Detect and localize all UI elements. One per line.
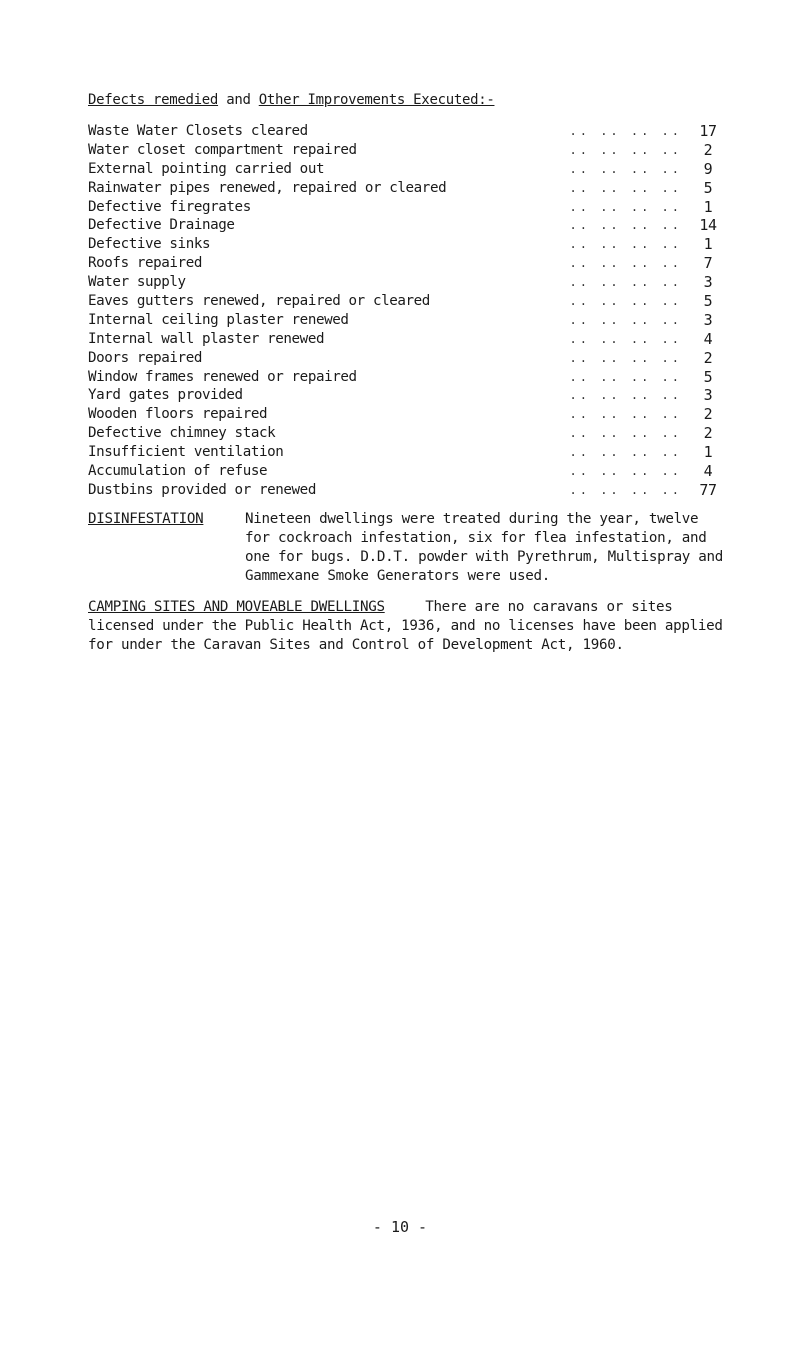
defect-row xyxy=(88,198,728,217)
defect-row xyxy=(88,179,728,198)
leader-dots: .. .. .. .. xyxy=(569,199,682,214)
camping-text: There are no caravans or sites licensed under the Public Health Act, 1936, and no licenses have been applied for under the Caravan Sites and Control of Development Act, 1960. xyxy=(88,599,723,653)
defect-label: Window frames renewed or repaired xyxy=(88,368,357,385)
defect-label: Defective chimney stack xyxy=(88,425,276,442)
defect-count: 5 xyxy=(703,178,713,197)
defect-label: Defective sinks xyxy=(88,236,211,253)
leader-dots: .. .. .. .. xyxy=(569,331,682,346)
leader-dots: .. .. .. .. xyxy=(569,256,682,271)
heading-part-3: Other Improvements Executed:- xyxy=(258,92,495,108)
defects-list xyxy=(88,122,728,500)
leader-dots: .. .. .. .. xyxy=(569,161,682,176)
defect-count: 5 xyxy=(703,367,713,386)
defect-row xyxy=(88,405,728,424)
defect-row xyxy=(88,292,728,311)
defect-row xyxy=(88,311,728,330)
section-heading xyxy=(88,92,494,108)
leader-dots: .. .. .. .. xyxy=(569,142,682,157)
defect-count: 17 xyxy=(699,122,717,140)
defect-label: Yard gates provided xyxy=(88,387,243,404)
defect-label: Water closet compartment repaired xyxy=(88,141,357,158)
leader-dots: .. .. .. .. xyxy=(569,350,682,365)
defect-label: Dustbins provided or renewed xyxy=(88,481,316,498)
leader-dots: .. .. .. .. xyxy=(569,407,682,422)
leader-dots: .. .. .. .. xyxy=(569,445,682,460)
defect-row xyxy=(88,462,728,481)
defect-label: Doors repaired xyxy=(88,349,202,366)
defect-count: 5 xyxy=(703,292,713,311)
defect-count: 77 xyxy=(699,480,717,499)
defect-row xyxy=(88,481,728,500)
leader-dots: .. .. .. .. xyxy=(569,369,682,384)
defect-row xyxy=(88,273,728,292)
defect-row xyxy=(88,330,728,349)
camping-section xyxy=(88,598,728,655)
leader-dots: .. .. .. .. xyxy=(569,426,682,441)
disinfestation-text: Nineteen dwellings were treated during the year, twelve for cockroach infestation, six for flea infestation, and one for bugs. D.D.T. powder with Pyrethrum, Multispray and Gammexane Smoke Generators were used. xyxy=(245,511,724,584)
defect-row xyxy=(88,368,728,387)
defect-row xyxy=(88,254,728,273)
defect-label: Defective Drainage xyxy=(88,217,235,234)
defect-label: Internal wall plaster renewed xyxy=(88,330,325,347)
heading-part-2: and xyxy=(226,92,251,108)
defect-row xyxy=(88,216,728,235)
leader-dots: .. .. .. .. xyxy=(569,218,682,233)
leader-dots: .. .. .. .. xyxy=(569,294,682,309)
defect-count: 1 xyxy=(703,235,713,254)
defect-count: 14 xyxy=(699,216,717,235)
camping-title: CAMPING SITES AND MOVEABLE DWELLINGS xyxy=(88,599,385,615)
defect-row xyxy=(88,160,728,179)
defect-label: Rainwater pipes renewed, repaired or cleared xyxy=(88,179,447,196)
disinfestation-title-block xyxy=(88,510,208,529)
leader-dots: .. .. .. .. xyxy=(569,464,682,479)
defect-label: External pointing carried out xyxy=(88,160,325,177)
leader-dots: .. .. .. .. xyxy=(569,124,682,138)
defect-count: 4 xyxy=(703,329,713,348)
defect-count: 7 xyxy=(703,254,713,273)
defect-count: 9 xyxy=(703,159,713,178)
leader-dots: .. .. .. .. xyxy=(569,312,682,327)
leader-dots: .. .. .. .. xyxy=(569,180,682,195)
defect-label: Water supply xyxy=(88,274,186,291)
defect-label: Insufficient ventilation xyxy=(88,444,284,461)
defect-row xyxy=(88,141,728,160)
defect-count: 2 xyxy=(703,348,713,367)
defect-count: 2 xyxy=(703,405,713,424)
defect-label: Accumulation of refuse xyxy=(88,463,268,480)
heading-part-1: Defects remedied xyxy=(88,92,219,108)
defect-count: 3 xyxy=(703,273,713,292)
leader-dots: .. .. .. .. xyxy=(569,275,682,290)
defect-label: Defective firegrates xyxy=(88,198,251,215)
defect-count: 3 xyxy=(703,386,713,405)
leader-dots: .. .. .. .. xyxy=(569,482,682,497)
defect-row xyxy=(88,122,728,141)
defect-label: Eaves gutters renewed, repaired or cleared xyxy=(88,293,430,310)
leader-dots: .. .. .. .. xyxy=(569,388,682,403)
defect-count: 2 xyxy=(703,424,713,443)
defect-row xyxy=(88,349,728,368)
defect-label: Waste Water Closets cleared xyxy=(88,123,308,139)
defect-label: Roofs repaired xyxy=(88,255,202,272)
defect-row xyxy=(88,235,728,254)
defect-row xyxy=(88,424,728,443)
defect-label: Internal ceiling plaster renewed xyxy=(88,311,349,328)
defect-row xyxy=(88,443,728,462)
page-number: - 10 - xyxy=(372,1218,428,1236)
defect-count: 1 xyxy=(703,443,713,462)
defect-row xyxy=(88,386,728,405)
defect-count: 3 xyxy=(703,310,713,329)
defect-count: 4 xyxy=(703,462,713,481)
defect-label: Wooden floors repaired xyxy=(88,406,268,423)
disinfestation-title: DISINFESTATION xyxy=(88,511,204,527)
defect-count: 1 xyxy=(703,197,713,216)
defect-count: 2 xyxy=(703,140,713,159)
leader-dots: .. .. .. .. xyxy=(569,237,682,252)
